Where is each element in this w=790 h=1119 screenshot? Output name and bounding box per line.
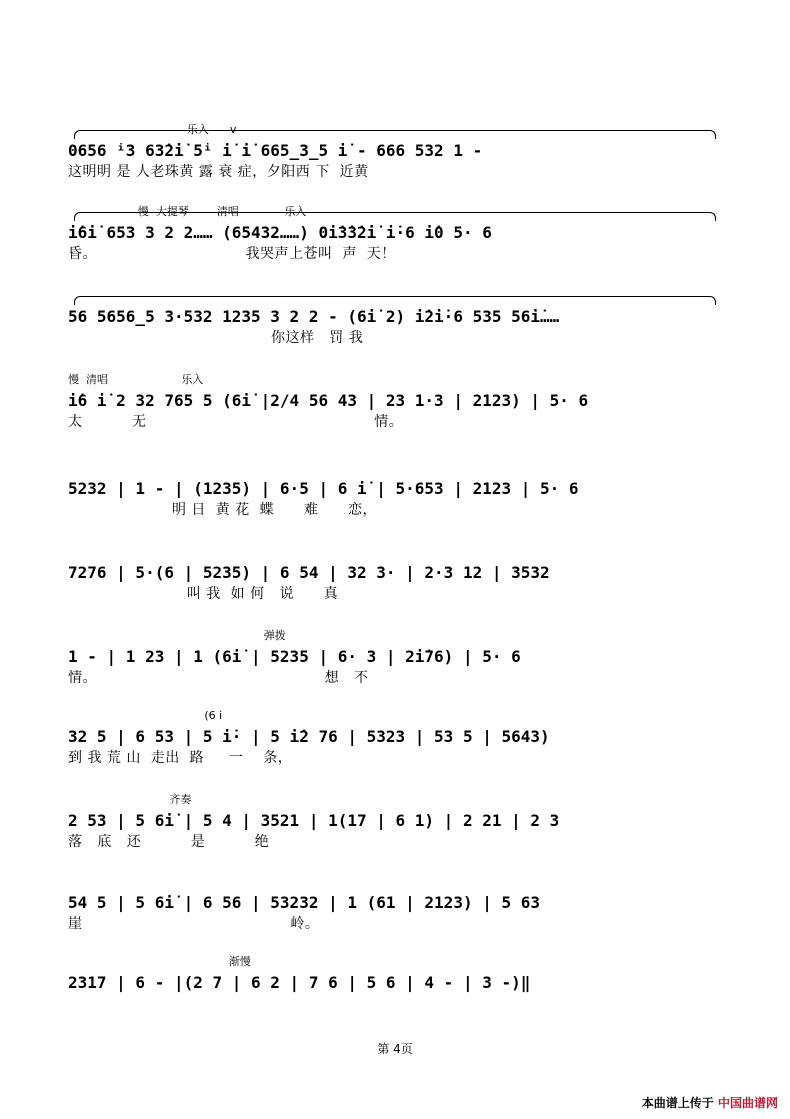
- notation-line: 1 - | 1 23 | 1 (6i̇ | 5235 | 6· 3 | 2i̇76) | 5· 6: [68, 647, 521, 666]
- upload-credit: [642, 1094, 778, 1111]
- lyric-line: 你这样 罚 我: [68, 330, 364, 346]
- performance-marks: [68, 544, 728, 560]
- notation-line: i̇6 i̇ 2 32 765 5 (6i̇ |2/4 56 43 | 23 1·3 | 2123) | 5· 6: [68, 391, 589, 410]
- performance-marks: 齐奏: [68, 793, 192, 806]
- performance-marks: 慢 清唱 乐入: [68, 373, 204, 386]
- lyric-line: 到 我 荒 山 走出 路 一 条，: [68, 750, 293, 766]
- performance-marks: 渐慢: [68, 955, 251, 968]
- performance-marks: 弹拨: [68, 629, 286, 642]
- site-logo[interactable]: 中国曲谱网: [717, 1096, 778, 1110]
- lyric-line: 这明明 是 人老珠黄 露 衰 症，夕阳西 下 近黄: [68, 164, 369, 180]
- lyric-line: [68, 994, 728, 1014]
- lyric-line: 落 底 还 是 绝: [68, 834, 270, 850]
- performance-marks: 慢 大提琴 清唱 乐入: [68, 205, 307, 218]
- notation-line: 32 5 | 6 53 | 5 i̇· | 5 i̇2 76 | 5323 | 53 5 | 5643): [68, 727, 550, 746]
- lyric-line: 叫 我 如 何 说 真: [68, 586, 339, 602]
- score-system-3: [68, 292, 728, 374]
- performance-marks: (6 i̇: [68, 709, 223, 722]
- lyric-line: 太 无 情。: [68, 414, 404, 430]
- notation-line: 2317 | 6 - |(2 7 | 6 2 | 7 6 | 5 6 | 4 - | 3 -)‖: [68, 973, 531, 992]
- notation-line: 7276 | 5·(6 | 5235) | 6 54 | 32 3· | 2·3 12 | 3532: [68, 563, 550, 582]
- score-system-9: [68, 793, 728, 878]
- notation-line: 2 53 | 5 6i̇ | 5 4 | 3521 | 1(17 | 6 1) | 2 21 | 2 3: [68, 811, 560, 830]
- notation-line: 54 5 | 5 6i̇ | 6 56 | 53232 | 1 (61 | 2123) | 5 63: [68, 893, 541, 912]
- score-system-5: [68, 464, 728, 546]
- notation-line: 0656 ⁱ3 63̇2̇i̇ 5ⁱ i̇ i̇ 665̲3̲5 i̇ - 666 532 1 -: [68, 141, 483, 160]
- lyric-line: 崖 岭。: [68, 916, 320, 932]
- notation-line: 56 5656̲5 3·532 1235 3 2 2 - (6i̇ 2) i̇2i̇·6 535 56i̇……: [68, 307, 560, 326]
- performance-marks: [68, 460, 728, 476]
- score-system-8: [68, 709, 728, 794]
- performance-marks: [68, 288, 728, 304]
- performance-marks: 乐入 v: [68, 123, 237, 136]
- score-system-6: [68, 548, 728, 630]
- page-number: 第 4页: [377, 1042, 413, 1056]
- lyric-line: 昏。 我哭声上苍叫 声 天！: [68, 246, 396, 262]
- lyric-line: 明 日 黄 花 蝶 难 恋，: [68, 502, 378, 518]
- notation-line: 5232 | 1 - | (1235) | 6·5 | 6 i̇ | 5·653 | 2123 | 5· 6: [68, 479, 579, 498]
- score-system-10: [68, 878, 728, 960]
- performance-marks: [68, 874, 728, 890]
- notation-line: i̇6i̇ 653 3 2 2…… (65432……) 0i̇3̇3̇2̇i̇ i̇·6 i̇0 5· 6: [68, 223, 492, 242]
- lyric-line: 情。 想 不: [68, 670, 369, 686]
- score-system-1: [68, 123, 728, 208]
- credit-prefix: 本曲谱上传于: [641, 1096, 714, 1110]
- score-system-2: [68, 205, 728, 290]
- score-system-4: [68, 373, 728, 458]
- score-system-11: [68, 955, 728, 1040]
- score-system-7: [68, 629, 728, 714]
